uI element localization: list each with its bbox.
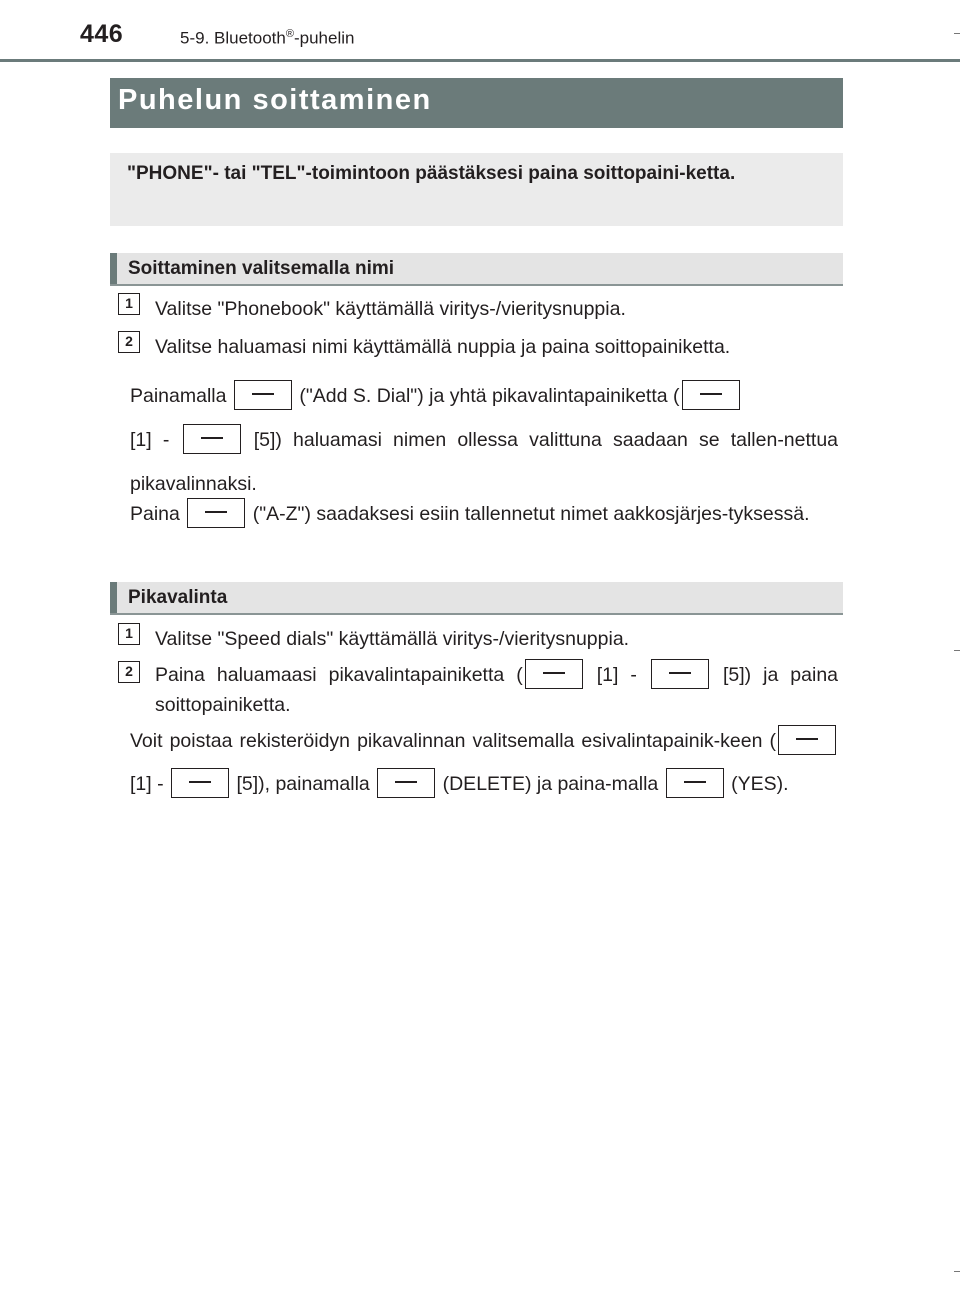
header-rule	[0, 59, 960, 62]
section-heading-name-call: Soittaminen valitsemalla nimi	[110, 253, 843, 286]
page-title: Puhelun soittaminen	[118, 84, 432, 116]
note-paragraph: Painamalla ("Add S. Dial") ja yhtä pikavalintapainiketta ( [1] - [5]) haluamasi nimen ollessa valittuna saadaan se tallen-nettua pikavalinnaksi.	[130, 374, 838, 506]
page-number: 446	[80, 20, 124, 48]
button-icon	[377, 768, 435, 798]
crop-mark	[954, 1271, 960, 1272]
step-number: 1	[118, 293, 140, 315]
step-text: Valitse haluamasi nimi käyttämällä nuppia ja paina soittopainiketta.	[155, 336, 731, 358]
crop-mark	[954, 33, 960, 34]
intro-text: "PHONE"- tai "TEL"-toimintoon päästäksesi paina soittopaini-ketta.	[127, 163, 736, 184]
section-reference: 5-9. Bluetooth®-puhelin	[180, 28, 355, 48]
intro-box	[110, 153, 843, 226]
button-icon	[525, 659, 583, 689]
page-title-bar	[110, 78, 843, 128]
button-icon	[171, 768, 229, 798]
note-paragraph: Paina ("A-Z") saadaksesi esiin tallennetut nimet aakkosjärjes-tyksessä.	[130, 498, 838, 531]
button-icon	[183, 424, 241, 454]
button-icon	[651, 659, 709, 689]
step-number: 1	[118, 623, 140, 645]
button-icon	[666, 768, 724, 798]
step-text: Paina haluamaasi pikavalintapainiketta ( [1] - [5]) ja paina soittopainiketta.	[155, 661, 838, 720]
note-paragraph: Voit poistaa rekisteröidyn pikavalinnan valitsemalla esivalintapainik-keen ( [1] - [5]), painamalla (DELETE) ja paina-malla (YES).	[130, 720, 838, 806]
button-icon	[234, 380, 292, 410]
step-text: Valitse "Speed dials" käyttämällä viritys-/vieritysnuppia.	[155, 628, 630, 650]
button-icon	[778, 725, 836, 755]
step-number: 2	[118, 661, 140, 683]
section-heading-speed-dial: Pikavalinta	[110, 582, 843, 615]
button-icon	[682, 380, 740, 410]
button-icon	[187, 498, 245, 528]
step-number: 2	[118, 331, 140, 353]
step-text: Valitse "Phonebook" käyttämällä viritys-/vieritysnuppia.	[155, 298, 626, 320]
crop-mark	[954, 650, 960, 651]
